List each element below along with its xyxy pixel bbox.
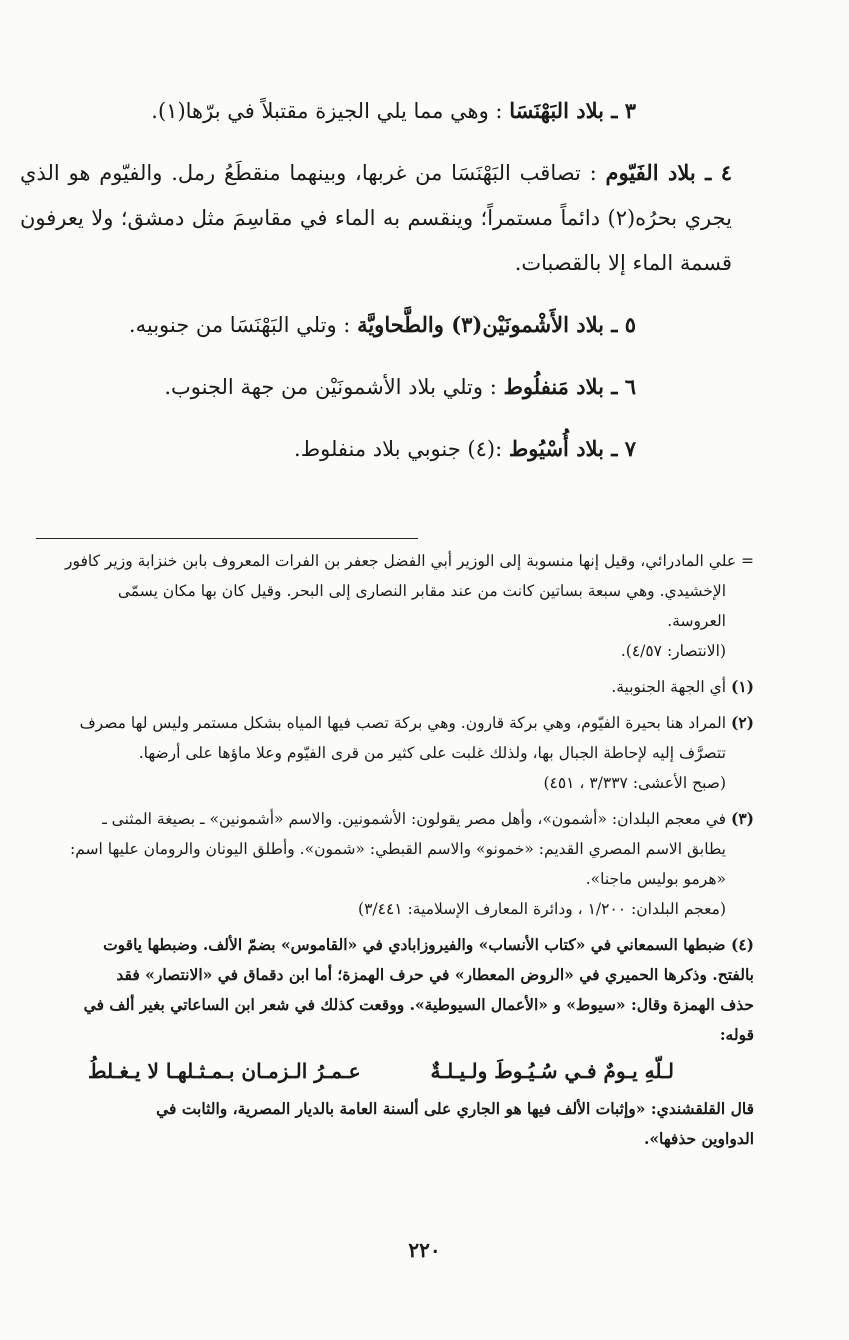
footnote-continued: [8, 546, 754, 666]
paragraph-term: ٧ ـ بلاد أُسْيُوط: [508, 436, 636, 461]
footnote-line: تتصرَّف إليه لإحاطة الجبال بها، ولذلك غلبت على كثير من قرى الفيّوم وعلا ماؤها على أرضها.: [138, 744, 726, 762]
footnote-line: (الانتصار: ٤/٥٧).: [620, 642, 726, 660]
paragraph-asyut: [20, 426, 732, 472]
footnote-line: العروسة.: [667, 612, 726, 630]
footnote-3: [8, 804, 754, 924]
paragraph-text: : وتلي البَهْنَسَا من جنوبيه.: [128, 313, 351, 337]
footnote-line: (صبح الأعشى: ٣/٣٣٧ ، ٤٥١): [543, 774, 726, 792]
paragraph-term: ٥ ـ بلاد الأَشْمونَيْن(٣) والطَّحاويَّة: [357, 312, 636, 337]
paragraph-ashmunayn: [20, 302, 732, 348]
paragraph-text: : تصاقب البَهْنَسَا من غربها، وبينهما منقطَعُ رمل. والفيّوم هو الذي يجري بحرُه(٢) دائماً مستمراً؛ وينقسم به الماء في مقاسِمَ مثل دمشق؛ ولا يعرفون قسمة الماء إلا بالقصبات.: [20, 161, 732, 275]
footnote-line: قوله:: [719, 1025, 754, 1044]
footnote-mark: (٤): [730, 935, 754, 954]
footnote-2: [8, 708, 754, 798]
footnote-mark: (٣): [730, 809, 754, 828]
footnotes: [8, 546, 754, 1160]
footnote-text: أي الجهة الجنوبية.: [611, 678, 727, 696]
footnote-mark: (٢): [730, 713, 754, 732]
footnote-mark: (١): [730, 677, 754, 696]
verse-second-hemistich: عـمـرُ الـزمـان بـمـثـلهـا لا يـغـلطُ: [88, 1059, 361, 1083]
page-number: ٢٢٠: [408, 1238, 441, 1262]
paragraph-fayyum: [20, 150, 732, 286]
footnote-line: الدواوين حذفها».: [643, 1129, 754, 1148]
paragraph-bahnasa: [20, 88, 732, 134]
paragraph-term: ٦ ـ بلاد مَنفلُوط: [503, 374, 636, 399]
paragraph-text: : وتلي بلاد الأشمونَيْن من جهة الجنوب.: [164, 375, 497, 399]
footnote-1: [8, 672, 754, 702]
footnote-line: ضبطها السمعاني في «كتاب الأنساب» والفيروزابادي في «القاموس» بضمّ الألف. وضبطها ياقوت: [103, 935, 726, 954]
main-text: [20, 88, 732, 488]
footnote-line: «هرمو بوليس ماجنا».: [585, 870, 726, 888]
footnote-4: [8, 930, 754, 1154]
footnote-line: بالفتح. وذكرها الحميري في «الروض المعطار» في حرف الهمزة؛ أما ابن دقماق في «الانتصار» فقد: [116, 965, 754, 984]
paragraph-text: : وهي مما يلي الجيزة مقتبلاً في برّها(١).: [151, 99, 503, 123]
verse-first-hemistich: لـلّهِ يـومٌ فـي سُـيُـوطَ ولـيـلـةٌ: [430, 1059, 674, 1083]
footnote-line: = علي المادرائي، وقيل إنها منسوبة إلى الوزير أبي الفضل جعفر بن الفرات المعروف بابن خنزابة وزير كافور: [64, 552, 754, 570]
footnote-line: قال القلقشندي: «وإثبات الألف فيها هو الجاري على ألسنة العامة بالديار المصرية، والثابت في: [156, 1099, 754, 1118]
poem-verse: [8, 1056, 754, 1086]
footnote-line: يطابق الاسم المصري القديم: «خمونو» والاسم القبطي: «شمون». وأطلق اليونان والرومان عليها اسم:: [70, 840, 726, 858]
paragraph-text: :(٤) جنوبي بلاد منفلوط.: [294, 437, 503, 461]
paragraph-term: ٣ ـ بلاد البَهْنَسَا: [509, 98, 636, 123]
paragraph-manfalut: [20, 364, 732, 410]
paragraph-term: ٤ ـ بلاد الفَيّوم: [605, 160, 732, 185]
footnote-line: (معجم البلدان: ١/٢٠٠ ، ودائرة المعارف الإسلامية: ٣/٤٤١): [358, 900, 726, 918]
footnote-divider: [36, 538, 418, 539]
footnote-line: حذف الهمزة وقال: «سيوط» و «الأعمال السيوطية». ووقعت كذلك في شعر ابن الساعاتي بغير ألف في: [83, 995, 754, 1014]
footnote-line: في معجم البلدان: «أشمون»، وأهل مصر يقولون: الأشمونين. والاسم «أشمونين» ـ بصيغة المثنى ـ: [102, 810, 727, 828]
footnote-line: المراد هنا بحيرة الفيّوم، وهي بركة قارون. وهي بركة تصب فيها المياه بشكل مستمر وليس لها مصرف: [79, 714, 727, 732]
footnote-line: الإخشيدي. وهي سبعة بساتين كانت من عند مقابر النصارى إلى البحر. وقيل كان بها مكان يسمّى: [117, 582, 726, 600]
